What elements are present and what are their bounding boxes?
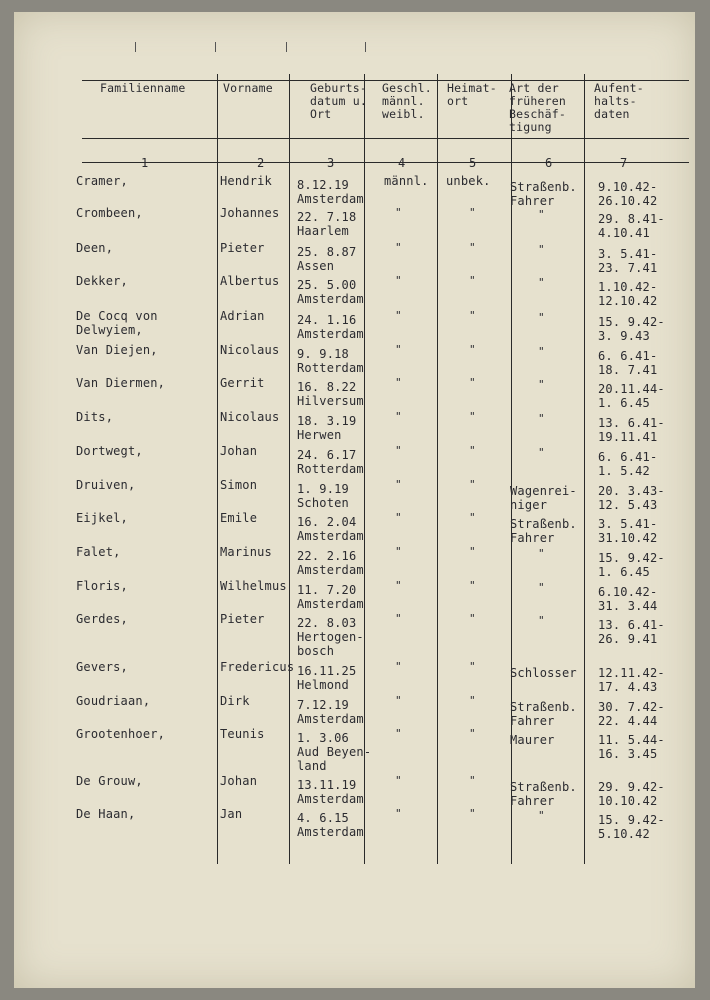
home-town: ": [469, 511, 476, 524]
column-header: Geburts- datum u. Ort: [310, 81, 367, 121]
first-name: Nicolaus: [220, 343, 280, 357]
header-bottom-rule: [82, 138, 689, 139]
birth-date-place: 16.11.25 Helmond: [297, 664, 357, 692]
family-name: Dekker,: [76, 274, 128, 288]
residence-dates: 3. 5.41- 31.10.42: [598, 517, 658, 545]
first-name: Marinus: [220, 545, 272, 559]
sex: ": [395, 774, 402, 787]
column-number-rule: [82, 162, 689, 163]
birth-date-place: 9. 9.18 Rotterdam: [297, 347, 364, 375]
column-header: Familienname: [100, 81, 186, 95]
family-name: Van Diermen,: [76, 376, 166, 390]
former-occupation: ": [538, 243, 545, 256]
birth-date-place: 13.11.19 Amsterdam: [297, 778, 364, 806]
family-name: Grootenhoer,: [76, 727, 166, 741]
punch-mark: [135, 42, 136, 52]
first-name: Wilhelmus: [220, 579, 287, 593]
first-name: Teunis: [220, 727, 265, 741]
sex: ": [395, 376, 402, 389]
birth-date-place: 18. 3.19 Herwen: [297, 414, 357, 442]
family-name: De Haan,: [76, 807, 136, 821]
home-town: unbek.: [446, 174, 491, 188]
first-name: Johan: [220, 774, 258, 788]
sex: männl.: [384, 174, 429, 188]
former-occupation: ": [538, 614, 545, 627]
sex: ": [395, 478, 402, 491]
family-name: Cramer,: [76, 174, 128, 188]
column-number: 6: [545, 156, 553, 170]
family-name: Gevers,: [76, 660, 128, 674]
column-divider: [584, 74, 585, 864]
first-name: Fredericus: [220, 660, 295, 674]
residence-dates: 15. 9.42- 3. 9.43: [598, 315, 665, 343]
birth-date-place: 1. 3.06 Aud Beyen- land: [297, 731, 372, 773]
family-name: Crombeen,: [76, 206, 143, 220]
birth-date-place: 11. 7.20 Amsterdam: [297, 583, 364, 611]
residence-dates: 3. 5.41- 23. 7.41: [598, 247, 658, 275]
sex: ": [395, 241, 402, 254]
family-name: Deen,: [76, 241, 114, 255]
former-occupation: ": [538, 446, 545, 459]
first-name: Johannes: [220, 206, 280, 220]
family-name: Dortwegt,: [76, 444, 143, 458]
punch-mark: [215, 42, 216, 52]
family-name: Eijkel,: [76, 511, 128, 525]
residence-dates: 9.10.42- 26.10.42: [598, 180, 658, 208]
residence-dates: 1.10.42- 12.10.42: [598, 280, 658, 308]
document-sheet: [14, 12, 695, 988]
former-occupation: Straßenb. Fahrer: [510, 180, 577, 208]
home-town: ": [469, 579, 476, 592]
family-name: Floris,: [76, 579, 128, 593]
former-occupation: Straßenb. Fahrer: [510, 700, 577, 728]
sex: ": [395, 444, 402, 457]
residence-dates: 15. 9.42- 5.10.42: [598, 813, 665, 841]
column-header: Geschl. männl. weibl.: [382, 81, 432, 121]
residence-dates: 20.11.44- 1. 6.45: [598, 382, 665, 410]
residence-dates: 13. 6.41- 26. 9.41: [598, 618, 665, 646]
residence-dates: 6.10.42- 31. 3.44: [598, 585, 658, 613]
home-town: ": [469, 807, 476, 820]
former-occupation: ": [538, 581, 545, 594]
family-name: Druiven,: [76, 478, 136, 492]
birth-date-place: 16. 2.04 Amsterdam: [297, 515, 364, 543]
sex: ": [395, 410, 402, 423]
former-occupation: Maurer: [510, 733, 555, 747]
home-town: ": [469, 410, 476, 423]
birth-date-place: 24. 1.16 Amsterdam: [297, 313, 364, 341]
residence-dates: 6. 6.41- 1. 5.42: [598, 450, 658, 478]
first-name: Hendrik: [220, 174, 272, 188]
home-town: ": [469, 343, 476, 356]
column-divider: [289, 74, 290, 864]
sex: ": [395, 545, 402, 558]
sex: ": [395, 727, 402, 740]
family-name: Goudriaan,: [76, 694, 151, 708]
home-town: ": [469, 660, 476, 673]
column-header: Aufent- halts- daten: [594, 81, 644, 121]
first-name: Adrian: [220, 309, 265, 323]
first-name: Emile: [220, 511, 258, 525]
residence-dates: 12.11.42- 17. 4.43: [598, 666, 665, 694]
first-name: Jan: [220, 807, 243, 821]
residence-dates: 20. 3.43- 12. 5.43: [598, 484, 665, 512]
residence-dates: 6. 6.41- 18. 7.41: [598, 349, 658, 377]
residence-dates: 29. 9.42- 10.10.42: [598, 780, 665, 808]
first-name: Pieter: [220, 241, 265, 255]
first-name: Albertus: [220, 274, 280, 288]
column-divider: [217, 74, 218, 864]
former-occupation: ": [538, 412, 545, 425]
first-name: Dirk: [220, 694, 250, 708]
birth-date-place: 7.12.19 Amsterdam: [297, 698, 364, 726]
punch-mark: [365, 42, 366, 52]
sex: ": [395, 612, 402, 625]
home-town: ": [469, 478, 476, 491]
sex: ": [395, 309, 402, 322]
family-name: De Grouw,: [76, 774, 143, 788]
column-number: 1: [141, 156, 149, 170]
sex: ": [395, 206, 402, 219]
home-town: ": [469, 309, 476, 322]
first-name: Johan: [220, 444, 258, 458]
sex: ": [395, 343, 402, 356]
family-name: Van Diejen,: [76, 343, 158, 357]
home-town: ": [469, 206, 476, 219]
column-number: 3: [327, 156, 335, 170]
former-occupation: ": [538, 378, 545, 391]
birth-date-place: 16. 8.22 Hilversum: [297, 380, 364, 408]
former-occupation: ": [538, 276, 545, 289]
sex: ": [395, 694, 402, 707]
birth-date-place: 1. 9.19 Schoten: [297, 482, 349, 510]
birth-date-place: 24. 6.17 Rotterdam: [297, 448, 364, 476]
sex: ": [395, 807, 402, 820]
birth-date-place: 22. 7.18 Haarlem: [297, 210, 357, 238]
family-name: Gerdes,: [76, 612, 128, 626]
residence-dates: 29. 8.41- 4.10.41: [598, 212, 665, 240]
family-name: De Cocq von Delwyiem,: [76, 309, 158, 337]
residence-dates: 30. 7.42- 22. 4.44: [598, 700, 665, 728]
residence-dates: 11. 5.44- 16. 3.45: [598, 733, 665, 761]
former-occupation: ": [538, 809, 545, 822]
former-occupation: ": [538, 311, 545, 324]
former-occupation: Schlosser: [510, 666, 577, 680]
home-town: ": [469, 241, 476, 254]
home-town: ": [469, 727, 476, 740]
birth-date-place: 8.12.19 Amsterdam: [297, 178, 364, 206]
residence-dates: 15. 9.42- 1. 6.45: [598, 551, 665, 579]
birth-date-place: 25. 8.87 Assen: [297, 245, 357, 273]
home-town: ": [469, 694, 476, 707]
first-name: Nicolaus: [220, 410, 280, 424]
column-header: Heimat- ort: [447, 81, 497, 108]
home-town: ": [469, 376, 476, 389]
column-number: 7: [620, 156, 628, 170]
residence-dates: 13. 6.41- 19.11.41: [598, 416, 665, 444]
first-name: Simon: [220, 478, 258, 492]
former-occupation: Straßenb. Fahrer: [510, 517, 577, 545]
birth-date-place: 25. 5.00 Amsterdam: [297, 278, 364, 306]
home-town: ": [469, 545, 476, 558]
former-occupation: ": [538, 345, 545, 358]
family-name: Falet,: [76, 545, 121, 559]
column-header: Vorname: [223, 81, 273, 95]
column-number: 5: [469, 156, 477, 170]
home-town: ": [469, 444, 476, 457]
column-number: 2: [257, 156, 265, 170]
birth-date-place: 22. 8.03 Hertogen- bosch: [297, 616, 364, 658]
first-name: Pieter: [220, 612, 265, 626]
former-occupation: ": [538, 547, 545, 560]
former-occupation: Wagenrei- niger: [510, 484, 577, 512]
first-name: Gerrit: [220, 376, 265, 390]
column-header: Art der früheren Beschäf- tigung: [509, 81, 566, 134]
former-occupation: ": [538, 208, 545, 221]
column-number: 4: [398, 156, 406, 170]
family-name: Dits,: [76, 410, 114, 424]
sex: ": [395, 511, 402, 524]
sex: ": [395, 579, 402, 592]
home-town: ": [469, 274, 476, 287]
birth-date-place: 22. 2.16 Amsterdam: [297, 549, 364, 577]
former-occupation: Straßenb. Fahrer: [510, 780, 577, 808]
sex: ": [395, 274, 402, 287]
punch-mark: [286, 42, 287, 52]
home-town: ": [469, 612, 476, 625]
column-divider: [437, 74, 438, 864]
home-town: ": [469, 774, 476, 787]
birth-date-place: 4. 6.15 Amsterdam: [297, 811, 364, 839]
sex: ": [395, 660, 402, 673]
